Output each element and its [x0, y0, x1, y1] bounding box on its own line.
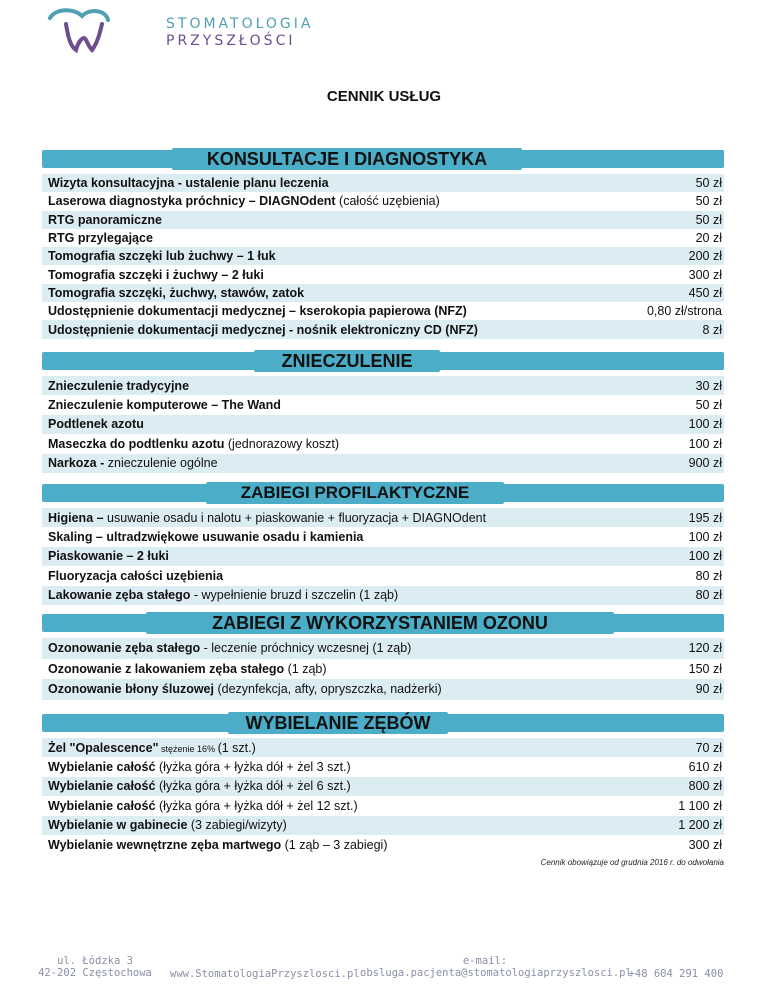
service-details: (1 ząb)	[284, 661, 327, 676]
service-name-bold: Wybielanie wewnętrzne zęba martwego	[48, 837, 282, 852]
section-wybielanie	[42, 712, 724, 854]
price-row	[42, 454, 724, 473]
service-name	[48, 799, 358, 813]
service-name	[48, 641, 411, 655]
service-name-bold: RTG przylegające	[48, 231, 153, 246]
price-row	[42, 638, 724, 659]
service-name-bold: Wybielanie całość	[48, 760, 156, 775]
service-concentration: stężenie 16%	[158, 743, 218, 754]
clinic-logo	[46, 6, 314, 54]
service-price: 50 zł	[695, 398, 722, 413]
service-name	[48, 779, 351, 793]
service-price: 90 zł	[695, 682, 722, 697]
service-name	[48, 760, 351, 774]
section-ozon	[42, 612, 724, 700]
price-row	[42, 229, 724, 247]
service-details: (dezynfekcja, afty, opryszczka, nadżerki)	[214, 682, 442, 697]
price-row	[42, 302, 724, 320]
price-row	[42, 566, 724, 585]
validity-note: Cennik obowiązuje od grudnia 2016 r. do odwołania	[540, 858, 724, 867]
price-row	[42, 586, 724, 605]
section-heading: ZNIECZULENIE	[254, 350, 440, 372]
service-details: (jednorazowy koszt)	[224, 436, 340, 451]
price-row	[42, 247, 724, 265]
service-details: znieczulenie ogólne	[104, 456, 218, 471]
address-line-1: ul. Łódzka 3	[57, 955, 133, 967]
price-list	[42, 738, 724, 854]
service-name-bold: Wybielanie w gabinecie	[48, 818, 188, 833]
price-list	[42, 508, 724, 605]
service-details: (1 ząb – 3 zabiegi)	[281, 837, 388, 852]
section-profilaktyka	[42, 482, 724, 605]
service-name	[48, 286, 304, 300]
service-name	[48, 304, 467, 318]
service-details: (łyżka góra + łyżka dół + żel 3 szt.)	[155, 760, 351, 775]
service-price: 1 200 zł	[678, 818, 722, 833]
price-row	[42, 192, 724, 210]
service-name	[48, 323, 478, 337]
price-row	[42, 395, 724, 414]
service-details: (całość uzębienia)	[335, 194, 440, 209]
service-price: 450 zł	[688, 285, 722, 300]
price-row	[42, 659, 724, 680]
service-name-bold: Ozonowanie zęba stałego	[48, 641, 201, 656]
service-price: 70 zł	[695, 740, 722, 755]
service-name-bold: Fluoryzacja całości uzębienia	[48, 568, 224, 583]
service-name	[48, 549, 169, 563]
service-details: usuwanie osadu i nalotu + piaskowanie + fluoryzacja + DIAGNOdent	[103, 510, 487, 525]
service-name	[48, 176, 329, 190]
service-name-bold: Tomografia szczęki i żuchwy – 2 łuki	[48, 267, 264, 282]
service-name	[48, 379, 189, 393]
price-list	[42, 638, 724, 700]
footer-website[interactable]: www.StomatologiaPrzyszlosci.pl	[170, 968, 360, 980]
service-name-bold: Żel "Opalescence"	[48, 740, 159, 755]
service-price: 100 zł	[688, 436, 722, 451]
service-name-bold: Udostępnienie dokumentacji medycznej – kserokopia papierowa (NFZ)	[48, 304, 467, 319]
price-row	[42, 738, 724, 757]
service-details: - leczenie próchnicy wczesnej (1 ząb)	[200, 641, 412, 656]
service-name-bold: Znieczulenie tradycyjne	[48, 378, 190, 393]
price-row	[42, 415, 724, 434]
service-name-bold: RTG panoramiczne	[48, 212, 162, 227]
service-name-bold: Znieczulenie komputerowe – The Wand	[48, 398, 281, 413]
service-price: 100 zł	[688, 417, 722, 432]
price-row	[42, 547, 724, 566]
price-row	[42, 265, 724, 283]
service-name	[48, 456, 218, 470]
service-name	[48, 268, 264, 282]
price-row	[42, 679, 724, 700]
section-konsultacje	[42, 148, 724, 339]
service-name	[48, 398, 281, 412]
service-price: 100 zł	[688, 549, 722, 564]
service-name-bold: Skaling – ultradzwiękowe usuwanie osadu i kamienia	[48, 530, 364, 545]
section-znieczulenie	[42, 350, 724, 473]
service-name-bold: Maseczka do podtlenku azotu	[48, 436, 225, 451]
service-price: 1 100 zł	[678, 798, 722, 813]
price-row	[42, 508, 724, 527]
service-name-bold: Laserowa diagnostyka próchnicy – DIAGNOdent	[48, 194, 336, 209]
service-details: (1 szt.)	[217, 740, 256, 755]
email-link[interactable]: obsluga.pacjenta@stomatologiaprzyszlosci.pl	[360, 967, 632, 979]
service-details: (3 zabiegi/wizyty)	[187, 818, 287, 833]
service-price: 8 zł	[702, 322, 722, 337]
section-heading: WYBIELANIE ZĘBÓW	[228, 712, 448, 734]
page-title: CENNIK USŁUG	[326, 88, 442, 105]
footer-email	[360, 955, 632, 979]
service-price: 300 zł	[688, 267, 722, 282]
service-name-bold: Tomografia szczęki, żuchwy, stawów, zatok	[48, 285, 305, 300]
tooth-logo-icon	[46, 6, 116, 54]
service-name	[48, 194, 440, 208]
service-price: 0,80 zł/strona	[646, 304, 722, 319]
section-heading: KONSULTACJE I DIAGNOSTYKA	[172, 148, 522, 170]
service-name	[48, 838, 387, 852]
service-name-bold: Wizyta konsultacyjna - ustalenie planu leczenia	[48, 176, 329, 191]
service-name	[48, 437, 339, 451]
service-name-bold: Udostępnienie dokumentacji medycznej - nośnik elektroniczny CD (NFZ)	[48, 322, 478, 337]
service-price: 150 zł	[688, 661, 722, 676]
price-row	[42, 835, 724, 854]
service-name-bold: Tomografia szczęki lub żuchwy – 1 łuk	[48, 249, 276, 264]
service-price: 50 zł	[695, 194, 722, 209]
price-row	[42, 284, 724, 302]
service-details: (łyżka góra + łyżka dół + żel 6 szt.)	[155, 779, 351, 794]
service-price: 80 zł	[695, 588, 722, 603]
service-name	[48, 249, 276, 263]
service-name-bold: Piaskowanie – 2 łuki	[48, 549, 169, 564]
price-row	[42, 527, 724, 546]
service-name	[48, 569, 223, 583]
price-list	[42, 174, 724, 339]
price-row	[42, 796, 724, 815]
service-name	[48, 662, 327, 676]
service-price: 120 zł	[688, 641, 722, 656]
service-name-bold: Ozonowanie błony śluzowej	[48, 682, 214, 697]
price-row	[42, 434, 724, 453]
service-name-bold: Podtlenek azotu	[48, 417, 144, 432]
service-name	[48, 417, 144, 431]
price-row	[42, 320, 724, 338]
section-heading: ZABIEGI PROFILAKTYCZNE	[206, 482, 504, 504]
service-price: 20 zł	[695, 231, 722, 246]
logo-line-1: STOMATOLOGIA	[166, 16, 314, 32]
service-name-bold: Wybielanie całość	[48, 798, 156, 813]
service-name-bold: Ozonowanie z lakowaniem zęba stałego	[48, 661, 285, 676]
service-details: - wypełnienie bruzd i szczelin (1 ząb)	[190, 588, 399, 603]
logo-text	[166, 16, 313, 50]
service-name	[48, 213, 162, 227]
service-price: 800 zł	[688, 779, 722, 794]
service-price: 900 zł	[688, 456, 722, 471]
service-price: 50 zł	[695, 212, 722, 227]
price-row	[42, 211, 724, 229]
service-name-bold: Wybielanie całość	[48, 779, 156, 794]
price-row	[42, 757, 724, 776]
service-name	[48, 231, 153, 245]
service-name	[48, 511, 486, 525]
price-row	[42, 816, 724, 835]
price-row	[42, 174, 724, 192]
service-name	[48, 741, 256, 755]
service-price: 610 zł	[688, 760, 722, 775]
service-name	[48, 588, 398, 602]
service-name-bold: Lakowanie zęba stałego	[48, 588, 191, 603]
service-name-bold: Narkoza -	[48, 456, 105, 471]
service-price: 100 zł	[688, 530, 722, 545]
service-price: 200 zł	[688, 249, 722, 264]
price-list	[42, 376, 724, 473]
service-name-bold: Higiena –	[48, 510, 104, 525]
service-name	[48, 682, 442, 696]
price-row	[42, 376, 724, 395]
email-label: e-mail:	[462, 955, 508, 967]
service-name	[48, 818, 287, 832]
service-price: 50 zł	[695, 176, 722, 191]
logo-line-2: PRZYSZŁOŚCI	[166, 33, 296, 49]
service-details: (łyżka góra + łyżka dół + żel 12 szt.)	[155, 798, 358, 813]
service-price: 300 zł	[688, 837, 722, 852]
price-row	[42, 777, 724, 796]
service-price: 195 zł	[688, 510, 722, 525]
service-price: 30 zł	[695, 378, 722, 393]
service-name	[48, 530, 363, 544]
footer-phone: +48 604 291 400	[628, 968, 724, 980]
footer-address	[30, 955, 160, 979]
section-heading: ZABIEGI Z WYKORZYSTANIEM OZONU	[146, 612, 614, 634]
address-line-2: 42-202 Częstochowa	[38, 967, 152, 979]
service-price: 80 zł	[695, 568, 722, 583]
